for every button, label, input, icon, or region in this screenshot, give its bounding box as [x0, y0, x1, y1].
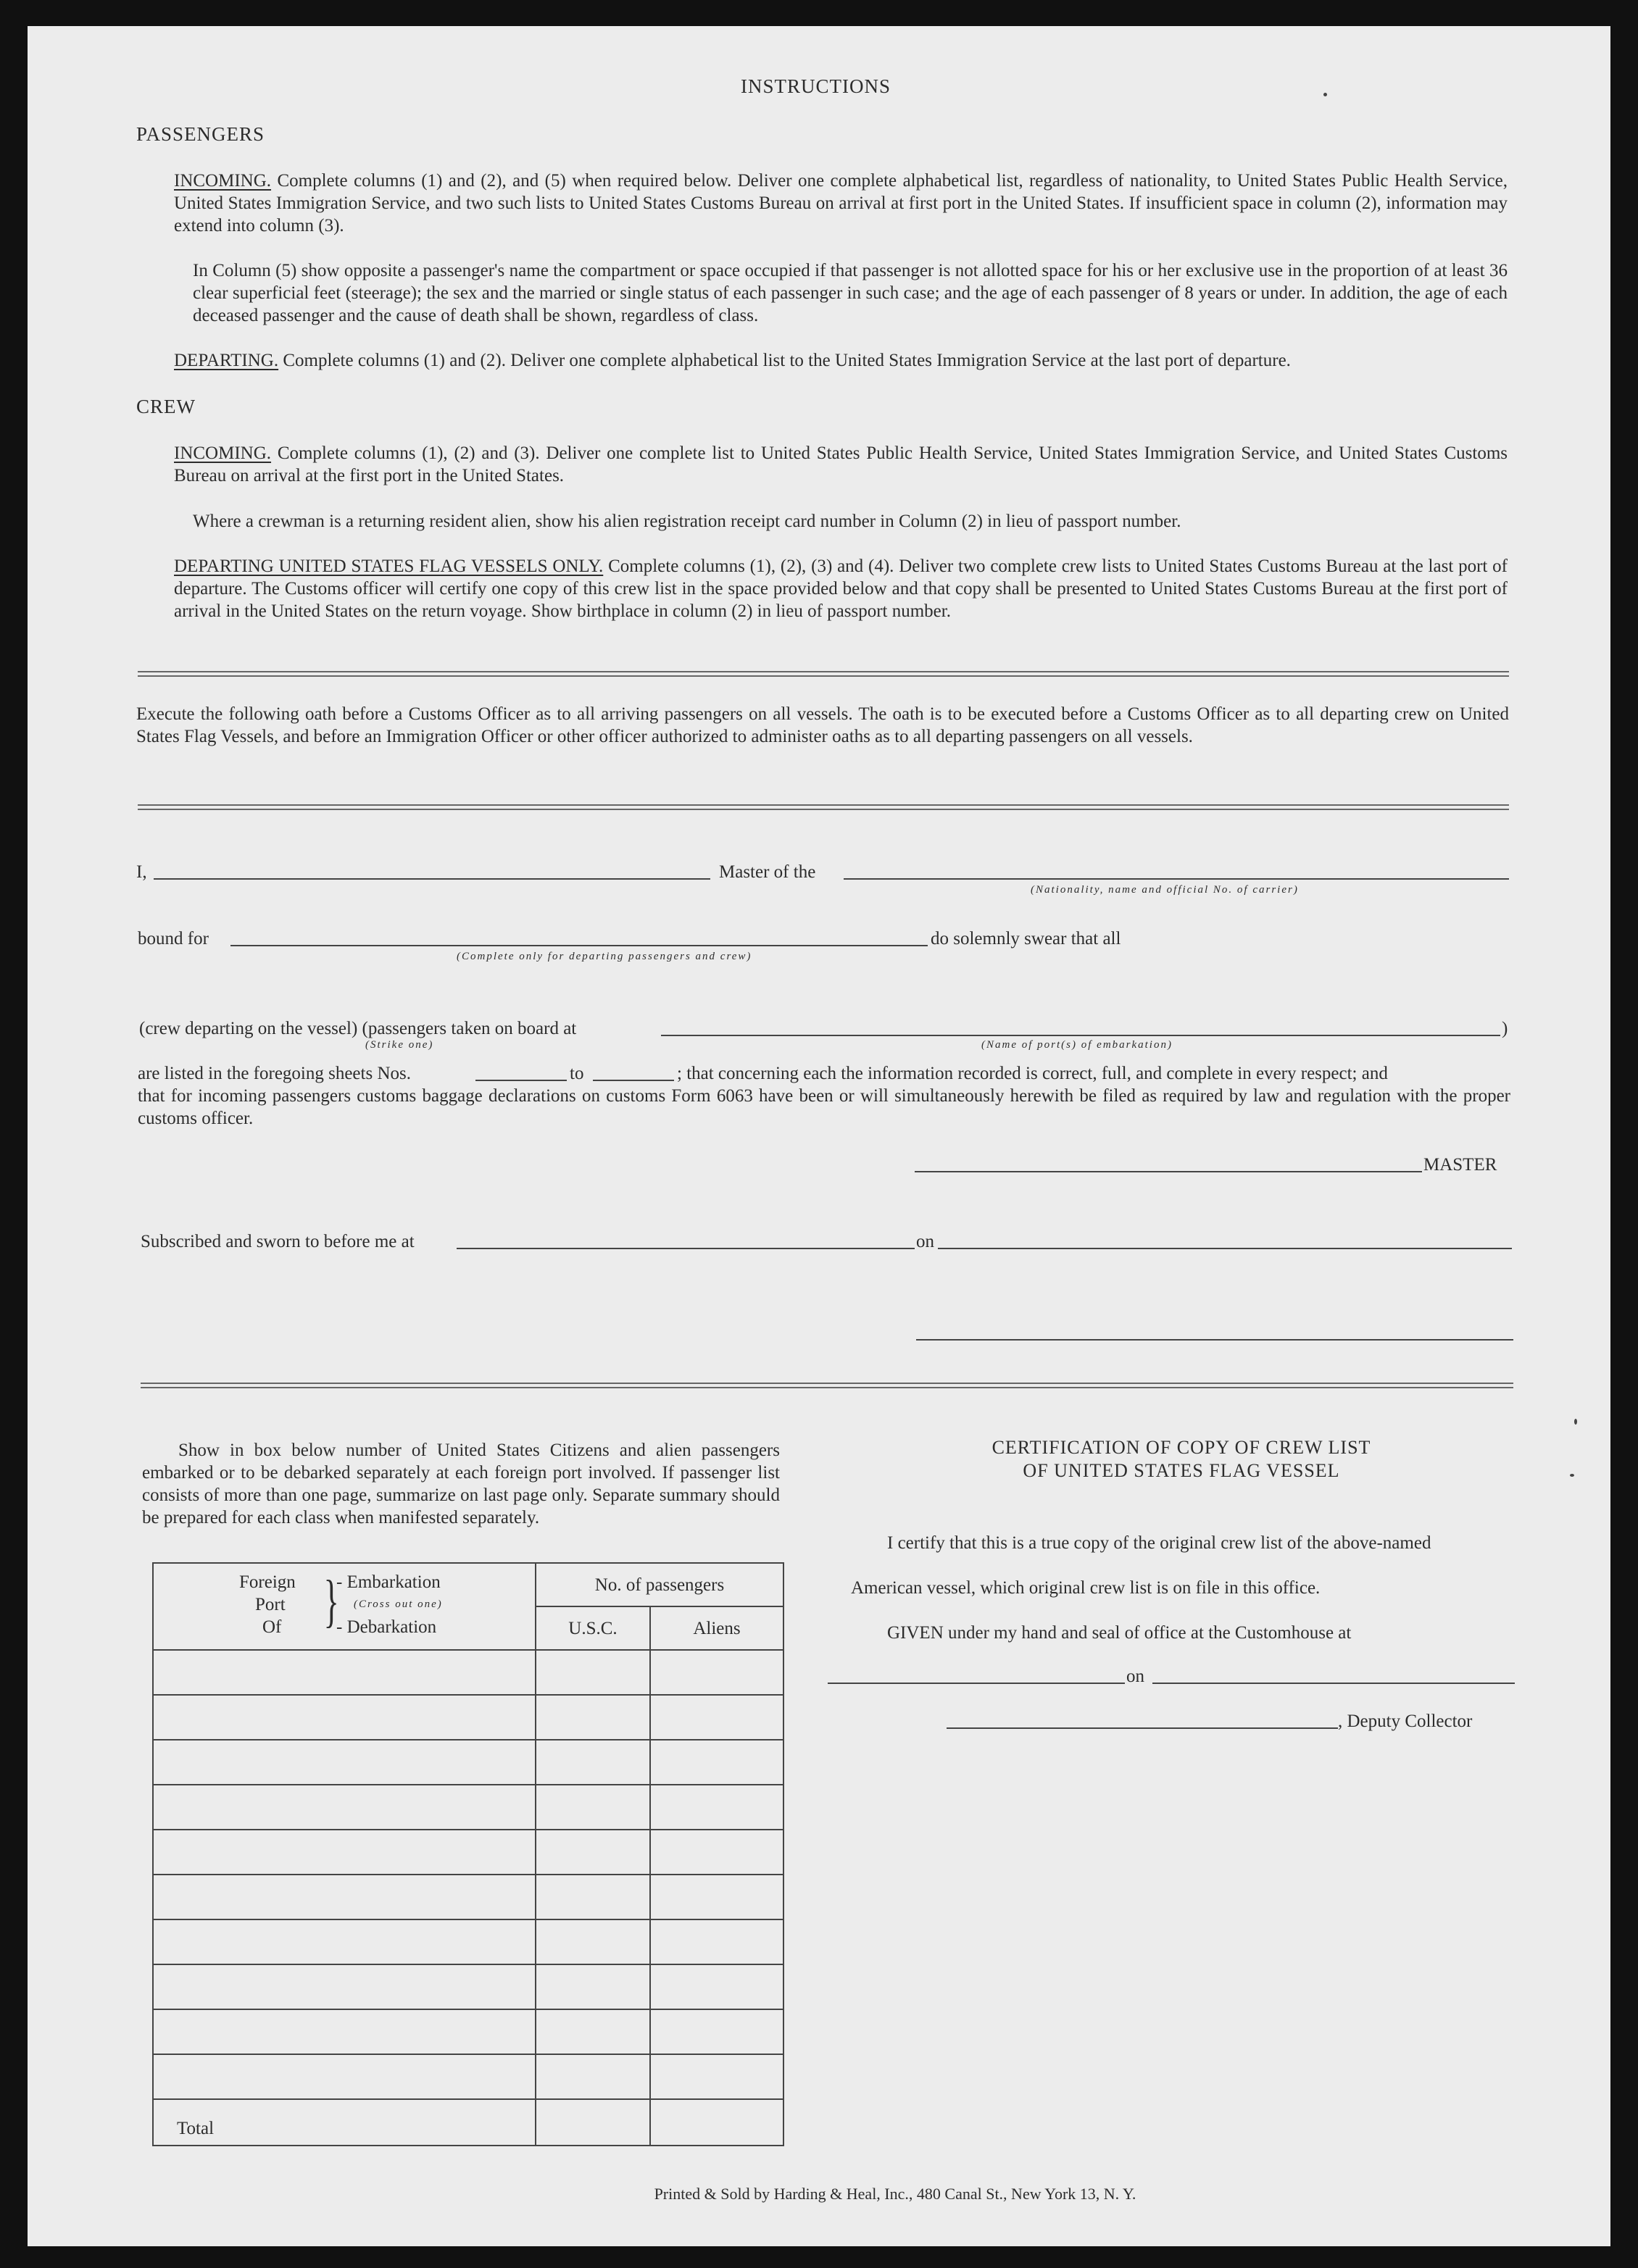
cross-out-note: (Cross out one) — [354, 1598, 443, 1610]
crew-departing-label: (crew departing on the vessel) (passengers taken on board at — [139, 1019, 577, 1038]
master-signature-field[interactable] — [915, 1171, 1422, 1172]
aliens-cell[interactable] — [650, 1830, 783, 1875]
total-label: Total — [177, 2119, 215, 2138]
table-row — [153, 2009, 783, 2054]
crew-departing-paragraph — [174, 555, 1508, 622]
oath-intro: Execute the following oath before a Customs Officer as to all arriving passengers on all vessels. The oath is to be executed before a Customs Officer as to all departing crew on United States Flag Vessels, and before an Immigration Officer or other officer authorized to administer oaths as to all departing passengers on all vessels. — [136, 704, 1509, 746]
passengers-column5-paragraph: In Column (5) show opposite a passenger's name the compartment or space occupied if that passenger is not allotted space for his or her exclusive use in the proportion of at least 36 clear superficial feet (steerage); the sex and the married or single status of each passenger in such case; and the age of each passenger of 8 years or under. In addition, the age of each deceased passenger and the cause of death shall be shown, regardless of class. — [193, 261, 1508, 325]
master-of-the-label: Master of the — [719, 862, 816, 882]
aliens-cell[interactable] — [650, 1740, 783, 1785]
passengers-departing-label: DEPARTING. — [174, 351, 279, 370]
crew-departing-label: DEPARTING UNITED STATES FLAG VESSELS ONLY. — [174, 556, 604, 576]
oath-i-label: I, — [136, 862, 147, 882]
aliens-cell[interactable] — [650, 2054, 783, 2099]
listed-rest: ; that concerning each the information recorded is correct, full, and complete in every respect; and — [677, 1064, 1388, 1083]
of-label: Of — [262, 1617, 282, 1637]
swear-label: do solemnly swear that all — [931, 929, 1121, 949]
summary-instructions: Show in box below number of United States Citizens and alien passengers embarked or to be debarked separately at each foreign port involved. If passenger list consists of more than one page, summarize on last page only. Separate summary should be prepared for each class when manifested separately. — [142, 1441, 780, 1527]
table-row — [153, 1650, 783, 1695]
crew-title: CREW — [136, 396, 196, 417]
table-row — [153, 1830, 783, 1875]
port-header-cell — [153, 1563, 536, 1650]
aliens-cell[interactable] — [650, 1785, 783, 1830]
to-label: to — [570, 1064, 584, 1083]
table-row — [153, 1964, 783, 2009]
passengers-incoming-text: Complete columns (1) and (2), and (5) when required below. Deliver one complete alphabetical list, regardless of nationality, to United States Public Health Service, United States Immigration Service, and two such lists to United States Customs Bureau on arrival at first port in the United States. If insufficient space in column (2), information may extend into column (3). — [174, 171, 1508, 235]
table-row — [153, 1740, 783, 1785]
certification-title-line1: CERTIFICATION OF COPY OF CREW LIST — [991, 1437, 1371, 1458]
scan-speck — [1574, 1419, 1577, 1425]
certification-date-field[interactable] — [1152, 1683, 1515, 1684]
customhouse-field[interactable] — [828, 1683, 1125, 1684]
printer-footer: Printed & Sold by Harding & Heal, Inc., 480 Canal St., New York 13, N. Y. — [654, 2185, 1136, 2203]
officer-signature-field[interactable] — [916, 1339, 1513, 1341]
deputy-label: , Deputy Collector — [1338, 1712, 1473, 1731]
passengers-incoming-label: INCOMING. — [174, 171, 272, 191]
passengers-departing-text: Complete columns (1) and (2). Deliver one complete alphabetical list to the United States Immigration Service at the last port of departure. — [283, 351, 1291, 370]
aliens-cell[interactable] — [650, 2009, 783, 2054]
table-row — [153, 1785, 783, 1830]
sheet-to-field[interactable] — [593, 1080, 674, 1081]
usc-cell[interactable] — [536, 1919, 650, 1964]
divider — [141, 1383, 1513, 1388]
aliens-cell[interactable] — [650, 1875, 783, 1919]
table-row — [153, 1919, 783, 1964]
crew-incoming-text: Complete columns (1), (2) and (3). Deliver one complete list to United States Public Health Service, United States Immigration Service, and United States Customs Bureau on arrival at the first port in the United States. — [174, 443, 1508, 485]
certification-title-line2: OF UNITED STATES FLAG VESSEL — [1023, 1460, 1340, 1481]
crew-incoming-paragraph — [174, 442, 1508, 487]
port-cell[interactable] — [153, 2054, 536, 2099]
listed-in-label: are listed in the foregoing sheets Nos. — [138, 1064, 411, 1083]
port-label: Port — [255, 1595, 286, 1614]
aliens-cell[interactable] — [650, 1650, 783, 1695]
master-name-field[interactable] — [154, 878, 710, 880]
bound-for-label: bound for — [138, 929, 209, 949]
usc-cell[interactable] — [536, 1650, 650, 1695]
sworn-place-field[interactable] — [457, 1248, 915, 1249]
usc-cell[interactable] — [536, 1695, 650, 1740]
port-cell[interactable] — [153, 1785, 536, 1830]
divider — [138, 804, 1509, 810]
port-cell[interactable] — [153, 1830, 536, 1875]
aliens-cell[interactable] — [650, 1695, 783, 1740]
port-cell[interactable] — [153, 1964, 536, 2009]
nationality-note: (Nationality, name and official No. of carrier) — [1031, 884, 1299, 896]
usc-cell[interactable] — [536, 2054, 650, 2099]
usc-header: U.S.C. — [536, 1606, 650, 1650]
passengers-departing-paragraph — [174, 349, 1508, 372]
port-cell[interactable] — [153, 1875, 536, 1919]
total-label-cell — [153, 2099, 536, 2146]
port-cell[interactable] — [153, 1919, 536, 1964]
sheet-from-field[interactable] — [475, 1080, 567, 1081]
table-row — [153, 2054, 783, 2099]
certification-on-label: on — [1126, 1667, 1144, 1686]
usc-cell[interactable] — [536, 1875, 650, 1919]
listed-continuation: that for incoming passengers customs baggage declarations on customs Form 6063 have been or will simultaneously herewith be filed as required by law and regulation with the proper customs officer. — [138, 1086, 1510, 1128]
usc-cell[interactable] — [536, 1785, 650, 1830]
complete-note: (Complete only for departing passengers and crew) — [457, 951, 752, 962]
aliens-cell[interactable] — [650, 1964, 783, 2009]
port-cell[interactable] — [153, 1650, 536, 1695]
carrier-field[interactable] — [844, 878, 1509, 880]
foreign-label: Foreign — [239, 1572, 296, 1592]
total-row — [153, 2099, 783, 2146]
divider — [138, 671, 1509, 677]
crew-resident-paragraph: Where a crewman is a returning resident alien, show his alien registration receipt card number in Column (2) in lieu of passport number. — [193, 512, 1181, 531]
embarkation-port-field[interactable] — [661, 1035, 1500, 1036]
subscribed-label: Subscribed and sworn to before me at — [141, 1232, 415, 1251]
embarkation-label: - Embarkation — [336, 1572, 441, 1592]
passengers-incoming-paragraph — [174, 170, 1508, 237]
passengers-title: PASSENGERS — [136, 123, 265, 145]
master-label: MASTER — [1423, 1155, 1497, 1175]
port-cell[interactable] — [153, 1695, 536, 1740]
deputy-signature-field[interactable] — [947, 1727, 1338, 1729]
certify-line1: I certify that this is a true copy of the original crew list of the above-named — [887, 1533, 1431, 1553]
bound-for-field[interactable] — [230, 945, 928, 946]
table-row — [153, 1875, 783, 1919]
sworn-date-field[interactable] — [938, 1248, 1512, 1249]
usc-cell[interactable] — [536, 1964, 650, 2009]
close-paren: ) — [1502, 1019, 1508, 1038]
debarkation-label: - Debarkation — [336, 1617, 437, 1637]
usc-cell[interactable] — [536, 2009, 650, 2054]
brace-icon: } — [323, 1569, 339, 1633]
aliens-total-cell[interactable] — [650, 2099, 783, 2146]
aliens-header: Aliens — [650, 1606, 783, 1650]
page-heading: INSTRUCTIONS — [741, 75, 891, 97]
usc-cell[interactable] — [536, 1740, 650, 1785]
table-row — [153, 1695, 783, 1740]
strike-one-note: (Strike one) — [365, 1039, 434, 1051]
usc-total-cell[interactable] — [536, 2099, 650, 2146]
certify-line2: American vessel, which original crew list is on file in this office. — [851, 1578, 1321, 1598]
sworn-on-label: on — [916, 1232, 934, 1251]
no-of-passengers-header: No. of passengers — [536, 1563, 783, 1606]
crew-incoming-label: INCOMING. — [174, 443, 272, 463]
scan-speck — [1570, 1474, 1574, 1477]
crew-departing-text: Complete columns (1), (2), (3) and (4). Deliver two complete crew lists to United States Customs Bureau at the last port of departure. The Customs officer will certify one copy of this crew list in the space provided below and that copy shall be presented to United States Customs Bureau at the first port of arrival in the United States on the return voyage. Show birthplace in column (2) in lieu of passport number. — [174, 556, 1508, 621]
scan-speck — [1323, 93, 1327, 96]
port-cell[interactable] — [153, 1740, 536, 1785]
port-cell[interactable] — [153, 2009, 536, 2054]
usc-cell[interactable] — [536, 1830, 650, 1875]
aliens-cell[interactable] — [650, 1919, 783, 1964]
passenger-summary-table — [152, 1562, 784, 2146]
given-text: GIVEN under my hand and seal of office at the Customhouse at — [887, 1623, 1352, 1643]
port-note: (Name of port(s) of embarkation) — [981, 1039, 1173, 1051]
